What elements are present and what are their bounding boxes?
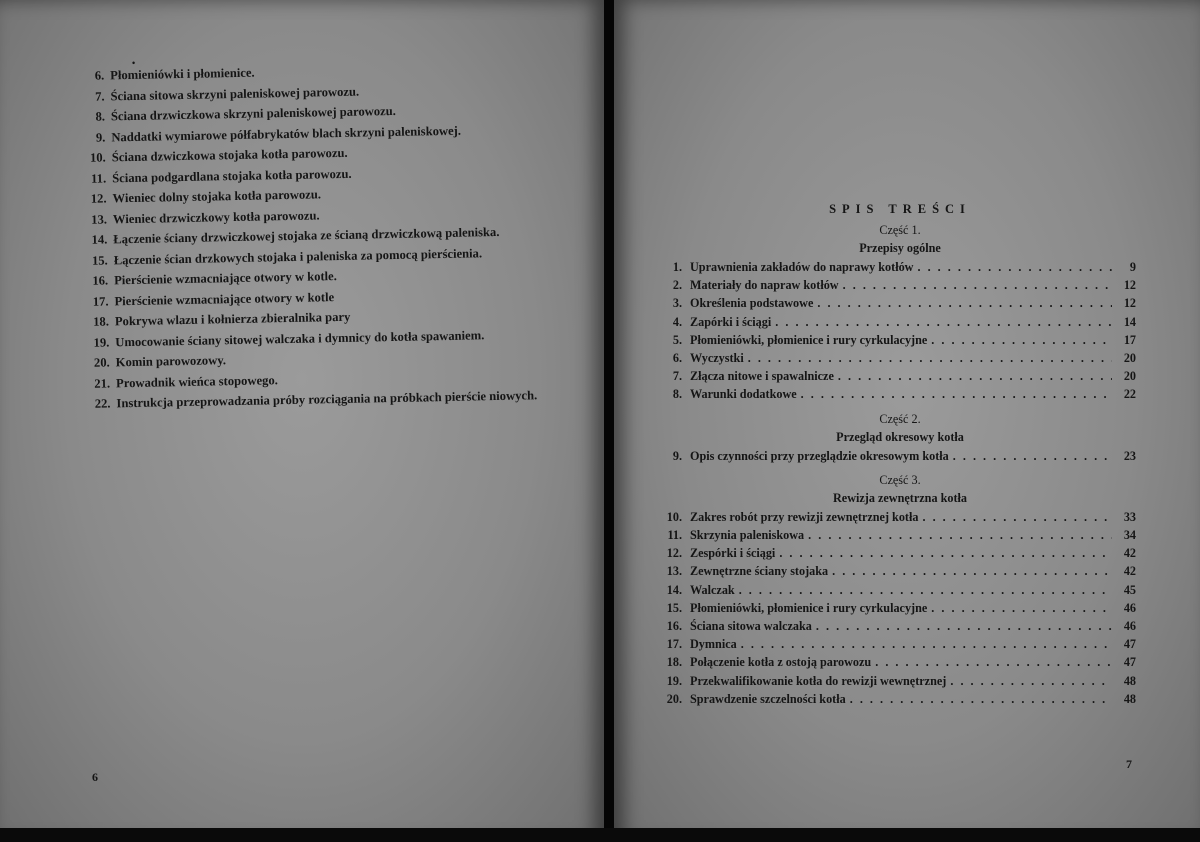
toc-entry <box>664 349 1136 367</box>
toc-entry-number: 6. <box>672 351 682 366</box>
list-item-number: 15. <box>91 252 108 268</box>
toc-entry-number: 11. <box>667 528 682 543</box>
list-item-number: 11. <box>90 170 107 186</box>
toc-entry-number: 1. <box>672 260 682 274</box>
figure-list <box>78 57 565 415</box>
right-page <box>614 0 1200 842</box>
toc-entry <box>664 385 1136 403</box>
toc-leader-dots <box>843 276 1112 294</box>
list-item-text: Ściana drzwiczkowa skrzyni paleniskowej parowozu. <box>110 103 396 124</box>
toc-entry <box>664 653 1136 671</box>
list-item-number: 6. <box>94 68 105 83</box>
toc-entry <box>664 562 1136 580</box>
toc-entry <box>664 276 1136 294</box>
toc-entry-page: 42 <box>1123 546 1136 561</box>
toc-entry-title: Opis czynności przy przeglądzie okresowym kotła <box>690 448 949 463</box>
toc-leader-dots <box>741 635 1112 653</box>
toc-entry-number: 19. <box>666 673 682 688</box>
toc-entry-title: Materiały do napraw kotłów <box>690 278 839 293</box>
toc-entry-page: 47 <box>1123 637 1136 652</box>
list-item-text: Łączenie ścian drzkowych stojaka i paleniska za pomocą pierścienia. <box>113 245 483 267</box>
toc-entry-page: 47 <box>1123 655 1136 670</box>
list-item-number: 21. <box>94 375 111 391</box>
table-of-contents <box>664 202 1136 708</box>
toc-entry-page: 17 <box>1123 332 1136 347</box>
toc-entry-number: 8. <box>672 387 682 402</box>
toc-entry-title: Złącza nitowe i spawalnicze <box>690 369 834 384</box>
toc-entry-number: 13. <box>666 564 682 579</box>
toc-entry-page: 22 <box>1123 387 1136 402</box>
toc-leader-dots <box>779 544 1112 562</box>
toc-entry-page: 12 <box>1123 278 1136 293</box>
toc-entry-page: 20 <box>1123 369 1136 384</box>
toc-entry <box>664 635 1136 653</box>
toc-leader-dots <box>801 385 1112 403</box>
toc-entry <box>664 544 1136 562</box>
toc-entry <box>664 581 1136 599</box>
toc-entry <box>664 526 1136 544</box>
toc-entry <box>664 447 1136 465</box>
part-heading: Przepisy ogólne <box>859 241 941 255</box>
toc-entry <box>664 599 1136 617</box>
toc-leader-dots <box>953 447 1112 465</box>
toc-entry-number: 18. <box>666 655 682 670</box>
toc-entry-title: Przekwalifikowanie kotła do rewizji wewnętrznej <box>690 673 947 688</box>
toc-entry-title: Walczak <box>690 582 735 597</box>
toc-entry-title: Sprawdzenie szczelności kotła <box>690 691 846 706</box>
toc-leader-dots <box>739 581 1112 599</box>
toc-entry-number: 12. <box>666 546 682 561</box>
toc-leader-dots <box>917 258 1112 276</box>
toc-entry-page: 14 <box>1123 314 1136 329</box>
list-item-text: Wieniec drzwiczkowy kotła parowozu. <box>112 207 320 226</box>
toc-entry-number: 15. <box>666 600 682 615</box>
toc-entry-title: Dymnica <box>690 637 737 652</box>
list-item-text: Ściana sitowa skrzyni paleniskowej parowozu. <box>110 84 360 103</box>
part-heading: Rewizja zewnętrzna kotła <box>832 490 968 505</box>
toc-entry-page: 23 <box>1123 448 1136 463</box>
part-heading: Przegląd okresowy kotła <box>836 429 964 444</box>
toc-entry-number: 5. <box>672 332 682 347</box>
toc-entry <box>664 617 1136 635</box>
list-item-number: 13. <box>91 211 108 227</box>
list-item-number: 7. <box>94 88 105 104</box>
list-item-number: 18. <box>93 314 110 329</box>
toc-entry-title: Zewnętrzne ściany stojaka <box>690 564 829 579</box>
toc-entry-page: 48 <box>1123 673 1136 688</box>
toc-entry-page: 20 <box>1123 351 1136 366</box>
toc-entry-page: 12 <box>1123 296 1136 311</box>
list-item-number: 17. <box>92 293 109 309</box>
toc-entry-page: 46 <box>1123 600 1136 615</box>
list-item-text: Ściana podgardlana stojaka kotła parowozu. <box>112 166 352 185</box>
toc-entry <box>664 258 1136 276</box>
part-label: Część 3. <box>879 472 921 487</box>
toc-leader-dots <box>817 294 1112 312</box>
toc-entry-title: Połączenie kotła z ostoją parowozu <box>690 655 872 670</box>
list-item-text: Naddatki wymiarowe półfabrykatów blach skrzyni paleniskowej. <box>111 123 462 144</box>
toc-entry-title: Zakres robót przy rewizji zewnętrznej kotła <box>690 509 919 524</box>
toc-entry <box>664 331 1136 349</box>
toc-entry <box>664 313 1136 331</box>
toc-entry-page: 48 <box>1123 691 1136 706</box>
toc-entry-title: Określenia podstawowe <box>690 296 814 311</box>
toc-entry-number: 17. <box>666 637 682 652</box>
page-number-left: 6 <box>92 770 98 784</box>
list-item-number: 22. <box>94 396 111 411</box>
list-item-number: 16. <box>92 273 109 288</box>
list-item-text: Ściana dzwiczkowa stojaka kotła parowozu. <box>111 145 348 165</box>
toc-leader-dots <box>931 599 1112 617</box>
toc-entry-number: 4. <box>672 314 682 329</box>
list-item-text: Pokrywa wlazu i kołnierza zbieralnika pary <box>114 309 351 329</box>
toc-entry <box>664 294 1136 312</box>
toc-entry-title: Uprawnienia zakładów do naprawy kotłów <box>690 260 914 274</box>
toc-entry-page: 33 <box>1123 509 1136 524</box>
toc-leader-dots <box>816 617 1112 635</box>
toc-entry-number: 3. <box>672 296 682 311</box>
toc-entry-page: 9 <box>1129 260 1136 274</box>
page-number-right: 7 <box>1126 757 1132 771</box>
list-item-number: 8. <box>95 109 106 124</box>
toc-entry-page: 46 <box>1123 619 1136 634</box>
toc-entry-page: 42 <box>1123 564 1136 579</box>
toc-title: SPIS TREŚCI <box>829 202 971 216</box>
list-item-number: 9. <box>95 129 106 145</box>
list-item-text: Umocowanie ściany sitowej walczaka i dymnicy do kotła spawaniem. <box>115 327 485 349</box>
toc-entry-title: Zapórki i ściągi <box>690 314 772 329</box>
toc-leader-dots <box>950 672 1112 690</box>
toc-entry-title: Skrzynia paleniskowa <box>690 528 805 543</box>
toc-entry-title: Płomieniówki, płomienice i rury cyrkulacyjne <box>690 600 928 615</box>
toc-entry-title: Warunki dodatkowe <box>690 387 797 402</box>
toc-leader-dots <box>922 508 1112 526</box>
list-item-number: 20. <box>93 355 110 370</box>
toc-entry-page: 34 <box>1123 528 1136 543</box>
list-item-text: Wieniec dolny stojaka kotła parowozu. <box>112 187 322 206</box>
list-item-text: Płomieniówki i płomienice. <box>110 65 255 83</box>
toc-entry-title: Zespórki i ściągi <box>690 546 776 561</box>
toc-entry-number: 10. <box>666 509 682 524</box>
toc-entry <box>664 672 1136 690</box>
book-gutter <box>604 0 614 842</box>
part-label: Część 2. <box>879 411 921 426</box>
toc-entry-title: Płomieniówki, płomienice i rury cyrkulacyjne <box>690 332 928 347</box>
list-item-number: 14. <box>91 232 108 247</box>
list-item-text: Prowadnik wieńca stopowego. <box>115 372 278 390</box>
part-label: Część 1. <box>879 223 921 237</box>
toc-leader-dots <box>850 690 1112 708</box>
toc-leader-dots <box>748 349 1112 367</box>
list-item-text: Komin parowozowy. <box>115 353 227 370</box>
page-bottom-edge <box>0 828 1200 842</box>
toc-entry <box>664 690 1136 708</box>
toc-leader-dots <box>808 526 1112 544</box>
bullet-mark: • <box>132 58 136 68</box>
list-item-text: Łączenie ściany drzwiczkowej stojaka ze ścianą drzwiczkową paleniska. <box>113 224 500 247</box>
toc-entry-number: 14. <box>666 582 682 597</box>
toc-leader-dots <box>775 313 1112 331</box>
toc-entry <box>664 508 1136 526</box>
list-item-number: 19. <box>93 334 110 350</box>
list-item-number: 12. <box>90 191 107 206</box>
toc-leader-dots <box>875 653 1112 671</box>
toc-entry-number: 20. <box>666 691 682 706</box>
toc-entry-number: 7. <box>672 369 682 384</box>
toc-entry-number: 9. <box>672 448 682 463</box>
list-item-number: 10. <box>89 150 106 165</box>
toc-leader-dots <box>832 562 1112 580</box>
list-item-text: Instrukcja przeprowadzania próby rozciągania na próbkach pierście niowych. <box>116 388 538 411</box>
toc-entry-page: 45 <box>1123 582 1136 597</box>
toc-entry-title: Wyczystki <box>690 351 744 366</box>
toc-entry-number: 16. <box>666 619 682 634</box>
toc-entry-title: Ściana sitowa walczaka <box>690 619 812 634</box>
toc-entry <box>664 367 1136 385</box>
list-item-text: Pierścienie wzmacniające otwory w kotle. <box>113 269 337 288</box>
toc-leader-dots <box>931 331 1112 349</box>
toc-entry-number: 2. <box>672 278 682 293</box>
toc-leader-dots <box>838 367 1112 385</box>
list-item-text: Pierścienie wzmacniające otwory w kotle <box>114 289 335 308</box>
